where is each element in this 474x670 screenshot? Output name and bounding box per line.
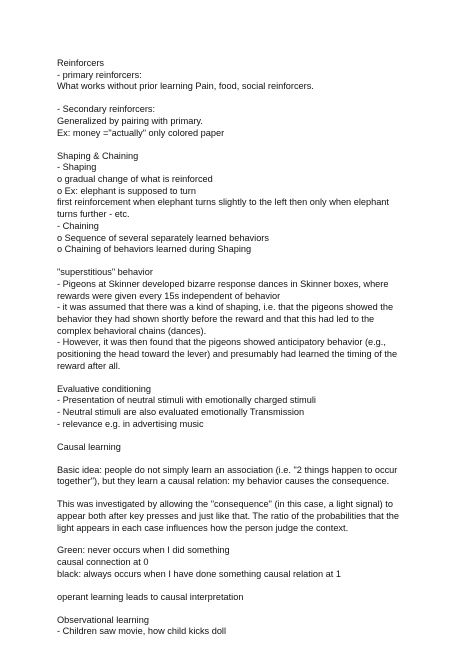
text-line: - Secondary reinforcers: (57, 104, 156, 115)
text-line: - Pigeons at Skinner developed bizarre response dances in Skinner boxes, where (57, 278, 389, 289)
text-line: complex behavioral chains (dances). (57, 325, 207, 336)
paragraph-gap (57, 139, 427, 150)
text-line: Observational learning (57, 614, 149, 625)
text-line: - Presentation of neutral stimuli with emotionally charged stimuli (57, 395, 316, 406)
text-line: o Ex: elephant is supposed to turn (57, 185, 196, 196)
text-line: black: always occurs when I have done something causal relation at 1 (57, 568, 341, 579)
text-block (57, 104, 427, 139)
text-block (57, 151, 427, 256)
text-line: operant learning leads to causal interpretation (57, 591, 244, 602)
text-line: - However, it was then found that the pigeons showed anticipatory behavior (e.g., (57, 337, 386, 348)
text-line: Reinforcers (57, 58, 104, 68)
text-line: Ex: money ="actually" only colored paper (57, 127, 225, 138)
paragraph-gap (57, 488, 427, 499)
text-line: causal connection at 0 (57, 557, 149, 568)
text-line: Evaluative conditioning (57, 383, 151, 394)
text-block (57, 267, 427, 372)
text-line: o Sequence of several separately learned behaviors (57, 232, 269, 243)
paragraph-gap (57, 430, 427, 441)
text-line: Causal learning (57, 441, 121, 452)
text-block (57, 545, 427, 580)
text-line: first reinforcement when elephant turns slightly to the left then only when elephant (57, 197, 389, 208)
paragraph-gap (57, 372, 427, 383)
text-line: - relevance e.g. in advertising music (57, 418, 204, 429)
text-line: o gradual change of what is reinforced (57, 174, 213, 184)
text-line: - it was assumed that there was a kind of shaping, i.e. that the pigeons showed the (57, 302, 394, 313)
text-line: Generalized by pairing with primary. (57, 116, 203, 126)
document-body (57, 58, 427, 638)
text-block (57, 58, 427, 93)
text-line: reward after all. (57, 360, 121, 371)
text-line: - Shaping (57, 162, 97, 173)
text-line: This was investigated by allowing the "consequence" (in this case, a light signal) to (57, 499, 393, 510)
paragraph-gap (57, 93, 427, 104)
paragraph-gap (57, 256, 427, 267)
text-line: appear both after key presses and just like that. The ratio of the probabilities that the (57, 510, 400, 521)
paragraph-gap (57, 534, 427, 545)
text-block (57, 465, 427, 488)
text-line: o Chaining of behaviors learned during Shaping (57, 244, 252, 255)
text-block (57, 442, 427, 454)
text-line: Shaping & Chaining (57, 150, 139, 161)
text-block (57, 592, 427, 604)
text-line: light appears in each case influences how the person judge the context. (57, 522, 349, 533)
text-line: Basic idea: people do not simply learn an association (i.e. "2 things happen to occur (57, 464, 398, 475)
text-line: What works without prior learning Pain, food, social reinforcers. (57, 81, 314, 92)
text-line: - Chaining (57, 220, 99, 231)
paragraph-gap (57, 453, 427, 464)
paragraph-gap (57, 603, 427, 614)
text-line: "superstitious" behavior (57, 267, 153, 278)
text-line: rewards were given every 15s independent of behavior (57, 290, 281, 301)
text-line: - Children saw movie, how child kicks doll (57, 626, 227, 637)
text-line: Green: never occurs when I did something (57, 545, 230, 556)
text-line: - Neutral stimuli are also evaluated emotionally Transmission (57, 407, 305, 418)
text-line: together"), but they learn a causal relation: my behavior causes the consequence. (57, 476, 390, 487)
text-line: positioning the head toward the lever) and presumably had learned the timing of the (57, 349, 398, 360)
text-line: behavior they had shown shortly before the reward and that this had led to the (57, 313, 375, 324)
text-block (57, 384, 427, 431)
text-block (57, 615, 427, 638)
paragraph-gap (57, 581, 427, 592)
text-block (57, 499, 427, 534)
text-line: turns further - etc. (57, 209, 130, 220)
text-line: - primary reinforcers: (57, 69, 142, 80)
